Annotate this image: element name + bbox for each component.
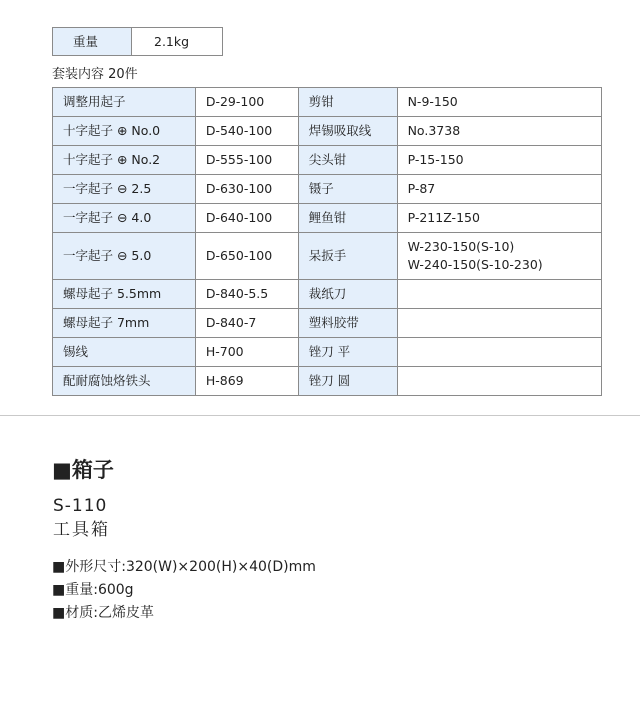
tool-name-cell: 鲤鱼钳 [298,204,397,233]
parts-row [53,309,602,338]
set-contents-body [53,88,602,396]
tool-code-cell [397,309,601,338]
tool-name-cell: 锉刀 圆 [298,367,397,396]
tool-code-cell: W-230-150(S-10) W-240-150(S-10-230) [397,233,601,280]
parts-row [53,146,602,175]
tool-name-cell: 调整用起子 [53,88,196,117]
tool-code-cell: P-15-150 [397,146,601,175]
tool-code-cell: H-700 [195,338,298,367]
set-contents-caption: 套装内容 20件 [52,67,138,82]
tool-code-cell: No.3738 [397,117,601,146]
tool-code-cell: N-9-150 [397,88,601,117]
parts-row [53,88,602,117]
tool-name-cell: 一字起子 ⊖ 5.0 [53,233,196,280]
tool-name-cell: 十字起子 ⊕ No.2 [53,146,196,175]
tool-code-cell: D-840-5.5 [195,280,298,309]
tool-name-cell: 螺母起子 7mm [53,309,196,338]
tool-name-cell: 螺母起子 5.5mm [53,280,196,309]
tool-name-cell: 十字起子 ⊕ No.0 [53,117,196,146]
tool-code-cell: P-211Z-150 [397,204,601,233]
tool-code-cell: D-630-100 [195,175,298,204]
tool-code-cell: D-29-100 [195,88,298,117]
tool-code-cell: D-840-7 [195,309,298,338]
tool-name-cell: 剪钳 [298,88,397,117]
box-section-heading: ■箱子 [52,458,114,482]
parts-row [53,338,602,367]
tool-name-cell: 尖头钳 [298,146,397,175]
tool-name-cell: 锡线 [53,338,196,367]
tool-code-cell [397,338,601,367]
tool-name-cell: 一字起子 ⊖ 4.0 [53,204,196,233]
tool-code-cell: H-869 [195,367,298,396]
tool-name-cell: 一字起子 ⊖ 2.5 [53,175,196,204]
box-model-number: S-110 [53,496,108,516]
set-contents-table [52,87,602,396]
parts-row [53,280,602,309]
tool-code-cell [397,367,601,396]
tool-code-cell: D-540-100 [195,117,298,146]
box-product-name: 工具箱 [53,520,110,540]
tool-name-cell: 镊子 [298,175,397,204]
tool-code-cell: D-640-100 [195,204,298,233]
parts-row [53,117,602,146]
parts-row [53,233,602,280]
tool-name-cell: 配耐腐蚀烙铁头 [53,367,196,396]
tool-code-cell [397,280,601,309]
box-spec-item: ■外形尺寸:320(W)×200(H)×40(D)mm [52,559,316,575]
box-spec-list [52,556,316,625]
box-spec-item: ■重量:600g [52,582,134,598]
tool-name-cell: 呆扳手 [298,233,397,280]
parts-row [53,367,602,396]
tool-code-cell: D-650-100 [195,233,298,280]
parts-row [53,204,602,233]
tool-code-cell: P-87 [397,175,601,204]
weight-table [52,27,223,56]
tool-name-cell: 塑料胶带 [298,309,397,338]
box-spec-item: ■材质:乙烯皮革 [52,605,154,621]
weight-value: 2.1kg [132,28,223,56]
tool-name-cell: 焊锡吸取线 [298,117,397,146]
weight-label: 重量 [53,28,132,56]
tool-code-cell: D-555-100 [195,146,298,175]
weight-row [53,28,223,56]
tool-name-cell: 裁纸刀 [298,280,397,309]
tool-name-cell: 锉刀 平 [298,338,397,367]
parts-row [53,175,602,204]
section-divider [0,415,640,416]
